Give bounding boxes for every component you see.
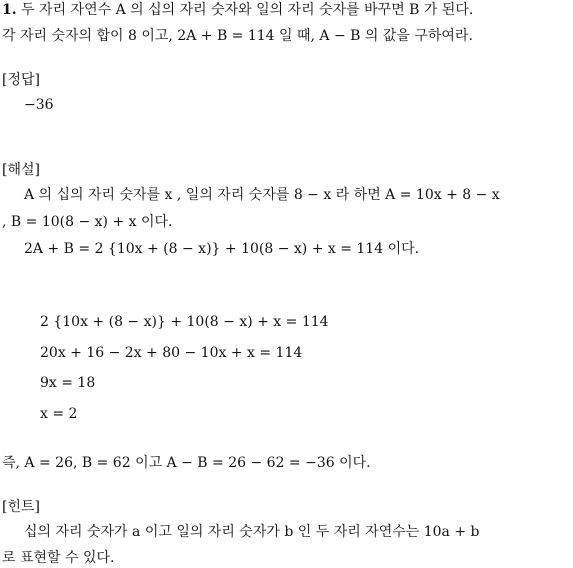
problem-text-1: 두 자리 자연수 A 의 십의 자리 숫자와 일의 자리 숫자를 바꾸면 B 가 된다.	[21, 2, 474, 18]
equation-step-2: 20x + 16 − 2x + 80 − 10x + x = 114	[40, 345, 303, 361]
equation-step-3: 9x = 18	[40, 375, 96, 391]
answer-label: [정답]	[2, 72, 40, 88]
explanation-line-3: 2A + B = 2 {10x + (8 − x)} + 10(8 − x) + x = 114 이다.	[24, 241, 420, 257]
answer-value: −36	[24, 97, 54, 113]
hint-line-2: 로 표현할 수 있다.	[2, 550, 115, 566]
hint-label: [힌트]	[2, 499, 40, 515]
equation-step-1: 2 {10x + (8 − x)} + 10(8 − x) + x = 114	[40, 314, 329, 330]
hint-line-1: 십의 자리 숫자가 a 이고 일의 자리 숫자가 b 인 두 자리 자연수는 10a + b	[24, 524, 480, 540]
question-number: 1.	[2, 2, 17, 18]
equation-step-4: x = 2	[40, 406, 78, 422]
problem-line-1	[2, 1, 473, 19]
explanation-label: [해설]	[2, 162, 40, 178]
explanation-line-2: , B = 10(8 − x) + x 이다.	[2, 214, 173, 230]
problem-line-2: 각 자리 숫자의 합이 8 이고, 2A + B = 114 일 때, A − B 의 값을 구하여라.	[2, 28, 473, 44]
explanation-conclusion: 즉, A = 26, B = 62 이고 A − B = 26 − 62 = −36 이다.	[2, 455, 371, 471]
explanation-line-1: A 의 십의 자리 숫자를 x , 일의 자리 숫자를 8 − x 라 하면 A = 10x + 8 − x	[24, 187, 500, 203]
